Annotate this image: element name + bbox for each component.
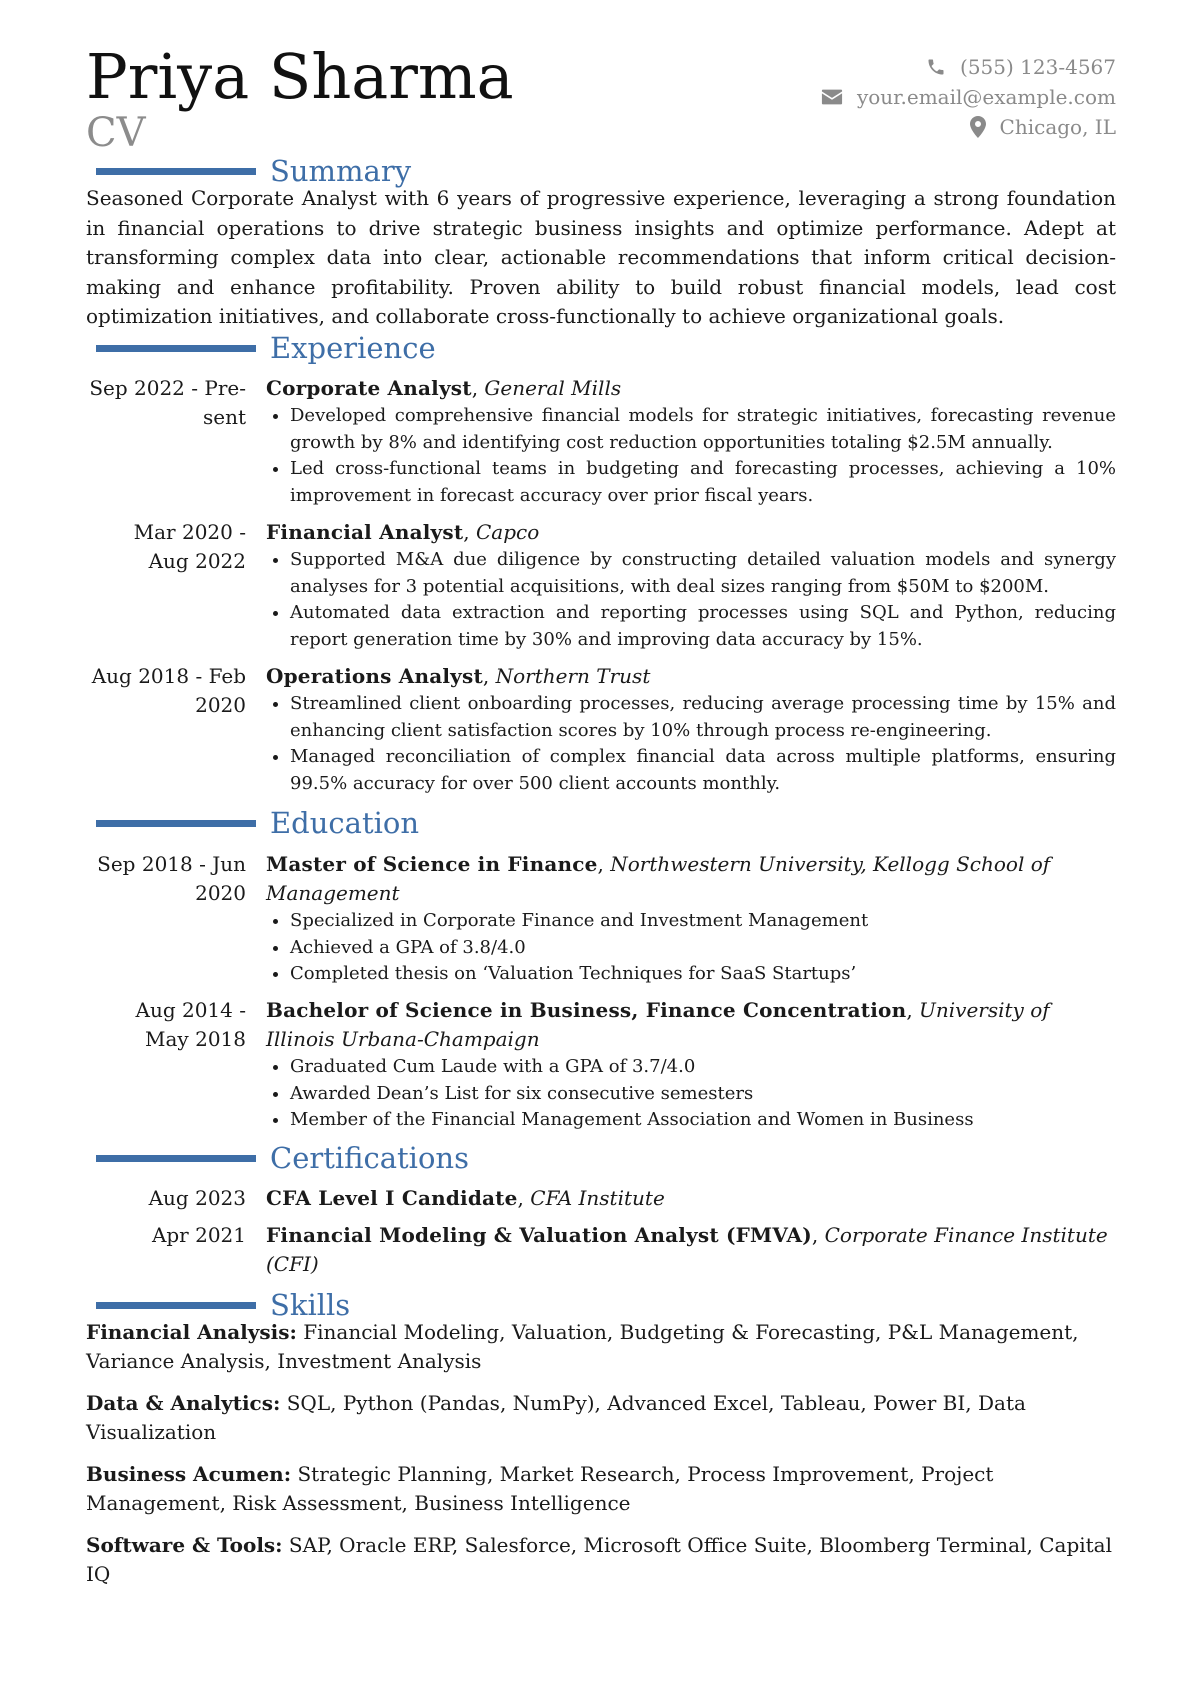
entry-heading: Bachelor of Science in Business, Finance Concentration, University of Illinois Urbana-Champaign [266,998,1050,1051]
section-accent-bar [96,1302,256,1309]
bullet-item: Led cross-functional teams in budgeting and forecasting processes, achieving a 10% improvement in forecast accuracy over prior fiscal years. [266,456,1116,509]
skill-group [86,1318,1116,1376]
location-text: Chicago, IL [999,115,1116,139]
entry-date: Sep 2022 - Pre- sent [89,376,246,429]
entry-date: Aug 2023 [148,1186,246,1210]
school-name: University of Illinois Urbana-Champaign [266,998,1050,1051]
skill-label: Data & Analytics: [86,1391,281,1415]
contact-phone[interactable] [821,52,1116,82]
contact-block [821,52,1116,142]
candidate-name: Priya Sharma [86,40,514,113]
entry-date: Aug 2018 - Feb 2020 [91,664,246,717]
section-accent-bar [96,1155,256,1162]
map-pin-icon [970,116,986,138]
section-accent-bar [96,345,256,352]
certification-name: Financial Modeling & Valuation Analyst (FMVA) [266,1223,812,1247]
skill-group [86,1460,1116,1518]
entry-heading: Operations Analyst, Northern Trust [266,664,651,688]
company-name: Capco [476,520,540,544]
entry-heading: Corporate Analyst, General Mills [266,376,622,400]
degree-name: Master of Science in Finance [266,852,598,876]
job-title: Financial Analyst [266,520,464,544]
phone-text: (555) 123-4567 [960,55,1116,79]
degree-name: Bachelor of Science in Business, Finance Concentration [266,998,907,1022]
section-title: Certifications [270,1141,469,1175]
email-text: your.email@example.com [856,85,1116,109]
issuer-name: Corporate Finance Institute (CFI) [266,1223,1108,1276]
section-title: Skills [270,1288,351,1322]
section-title: Experience [270,331,436,365]
section-accent-bar [96,820,256,827]
section-accent-bar [96,168,256,175]
entry-heading: Financial Modeling & Valuation Analyst (FMVA), Corporate Finance Institute (CFI) [266,1223,1108,1276]
skill-group [86,1389,1116,1447]
document-subtitle: CV [86,110,146,156]
section-title: Education [270,806,420,840]
entry-heading: Master of Science in Finance, Northwestern University, Kellogg School of Management [266,852,1051,905]
summary-text: Seasoned Corporate Analyst with 6 years of progressive experience, leveraging a strong foundation in financial operations to drive strategic business insights and optimize performance. Adept at transforming complex data into clear, actionable recommendations that inform critical decision-making and enhance profitability. Proven ability to build robust financial models, lead cost optimization initiatives, and collaborate cross-functionally to achieve organizational goals. [86,186,1116,328]
entry-heading: Financial Analyst, Capco [266,520,540,544]
contact-email[interactable] [821,82,1116,112]
bullet-item: Completed thesis on ‘Valuation Techniques for SaaS Startups’ [266,961,1116,988]
bullet-item: Managed reconciliation of complex financial data across multiple platforms, ensuring 99.5% accuracy for over 500 client accounts monthly. [266,744,1116,797]
cv-page [86,0,1116,1683]
bullet-item: Graduated Cum Laude with a GPA of 3.7/4.0 [266,1054,1116,1081]
bullet-item: Streamlined client onboarding processes, reducing average processing time by 15% and enhancing client satisfaction scores by 10% through process re-engineering. [266,691,1116,744]
skill-label: Business Acumen: [86,1462,292,1486]
contact-location [821,112,1116,142]
skill-label: Software & Tools: [86,1533,283,1557]
job-title: Operations Analyst [266,664,483,688]
bullet-item: Specialized in Corporate Finance and Investment Management [266,908,1116,935]
bullet-item: Achieved a GPA of 3.8/4.0 [266,935,1116,962]
skill-items: Strategic Planning, Market Research, Process Improvement, Project Management, Risk Assessment, Business Intelligence [86,1462,994,1515]
bullet-item: Developed comprehensive financial models for strategic initiatives, forecasting revenue growth by 8% and identifying cost reduction opportunities totaling $2.5M annually. [266,403,1116,456]
envelope-icon [821,88,843,106]
section-certifications-heading [96,1140,469,1176]
issuer-name: CFA Institute [530,1186,665,1210]
bullet-item: Member of the Financial Management Association and Women in Business [266,1107,1116,1134]
section-experience-heading [96,330,436,366]
entry-date: Apr 2021 [151,1223,246,1247]
school-name: Northwestern University, Kellogg School of Management [266,852,1051,905]
entry-date: Aug 2014 - May 2018 [135,998,246,1051]
skill-items: SQL, Python (Pandas, NumPy), Advanced Excel, Tableau, Power BI, Data Visualization [86,1391,1026,1444]
skill-label: Financial Analysis: [86,1320,297,1344]
skill-items: SAP, Oracle ERP, Salesforce, Microsoft Office Suite, Bloomberg Terminal, Capital IQ [86,1533,1112,1586]
company-name: Northern Trust [495,664,651,688]
entry-heading: CFA Level I Candidate, CFA Institute [266,1186,665,1210]
skill-items: Financial Modeling, Valuation, Budgeting & Forecasting, P&L Management, Variance Analysis, Investment Analysis [86,1320,1079,1373]
bullet-item: Supported M&A due diligence by constructing detailed valuation models and synergy analyses for 3 potential acquisitions, with deal sizes ranging from $50M to $200M. [266,547,1116,600]
job-title: Corporate Analyst [266,376,472,400]
entry-date: Mar 2020 - Aug 2022 [133,520,246,573]
phone-icon [926,57,946,77]
section-education-heading [96,805,419,841]
bullet-item: Automated data extraction and reporting processes using SQL and Python, reducing report generation time by 30% and improving data accuracy by 15%. [266,600,1116,653]
certification-name: CFA Level I Candidate [266,1186,518,1210]
entry-date: Sep 2018 - Jun 2020 [97,852,246,905]
skill-group [86,1531,1116,1589]
bullet-item: Awarded Dean’s List for six consecutive semesters [266,1081,1116,1108]
section-title: Summary [270,154,412,188]
company-name: General Mills [484,376,622,400]
